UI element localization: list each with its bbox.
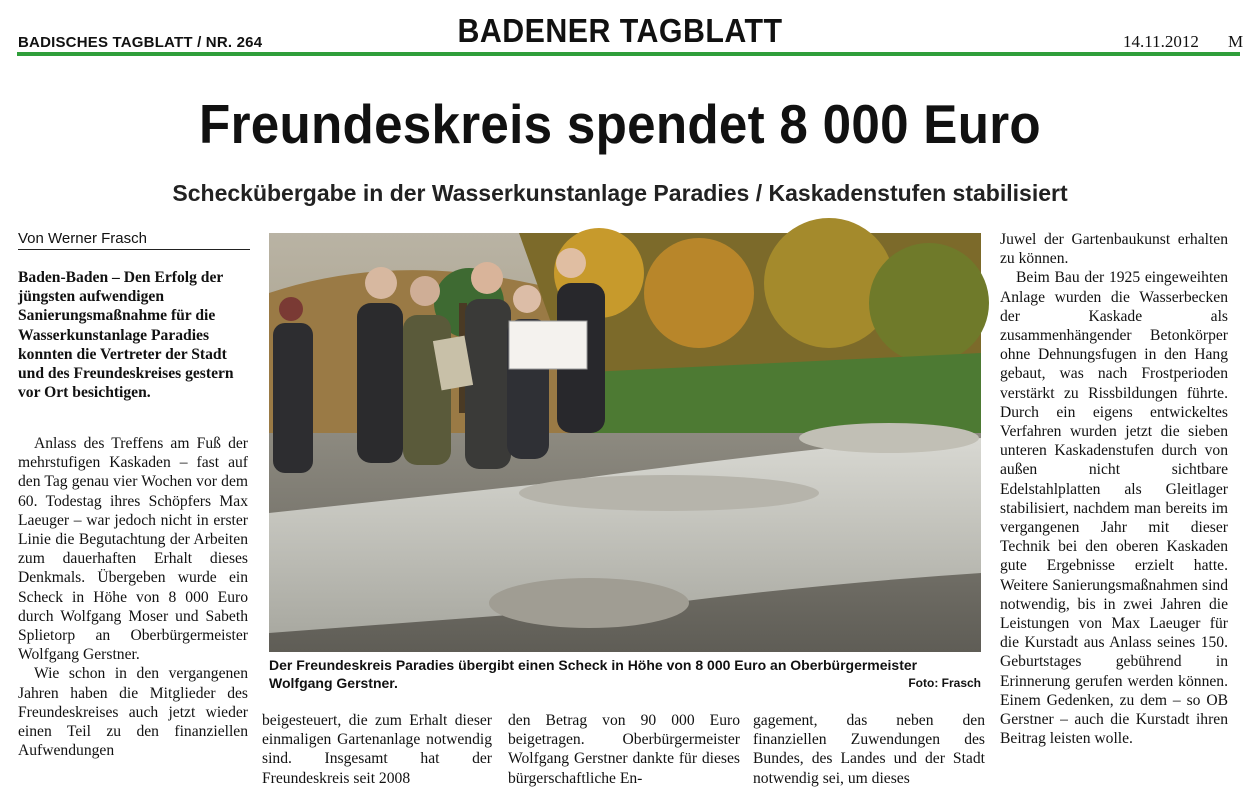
newspaper-name: BADENER TAGBLATT — [457, 12, 783, 49]
issue-label: BADISCHES TAGBLATT / NR. 264 — [18, 34, 263, 51]
masthead — [0, 0, 1243, 60]
subheadline: Scheckübergabe in der Wasserkunstanlage Paradies / Kaskadenstufen stabilisiert — [172, 180, 1068, 206]
column-3 — [508, 711, 740, 788]
issue-date: 14.11.2012 — [1123, 32, 1199, 51]
caption-text: Der Freundeskreis Paradies übergibt einen Scheck in Höhe von 8 000 Euro an Oberbürgermeister Wolfgang Gerstner. — [269, 657, 918, 691]
column-5 — [1000, 230, 1228, 748]
cut-off-edge-text: M — [1228, 32, 1243, 51]
paragraph: gagement, das neben den finanziellen Zuwendungen des Bundes, des Landes und der Stadt notwendig sei, um dieses — [753, 712, 985, 787]
paragraph: Anlass des Treffens am Fuß der mehrstufigen Kaskaden – fast auf den Tag genau vier Wochen vor dem 60. Todestag ihres Schöpfers Max Laeuger – war jedoch nicht in erster Linie die Begutachtung der Arbeiten zum dauerhaften Erhalt dieses Denkmals. Übergeben wurde ein Scheck in Höhe von 8 000 Euro durch Wolfgang Moser und Sabeth Splietorp an Oberbürgermeister Wolfgang Gerstner. — [18, 435, 248, 664]
photo-caption — [269, 656, 981, 692]
paragraph: Beim Bau der 1925 eingeweihten Anlage wurden die Wasserbecken der Kaskade als zusammenhängender Betonkörper ohne Dehnungsfugen in den Hang gebaut, was nach Frostperioden verstärkt zu Rissbildungen führte. Durch ein eigens entwickeltes Verfahren wurden jetzt die sieben unteren Kaskadenstufen durch von außen nicht sichtbare Edelstahlplatten als Gleitlager stabilisiert, nachdem man bereits im vergangenen Jahr mit dieser Technik bei den oberen Kaskaden gute Ergebnisse erzielt hatte. Weitere Sanierungsmaßnahmen sind notwendig, bis in zwei Jahren die Leistungen von Max Laeuger für die Kurstadt aus Anlass seines 150. Geburtstages gebührend in Erinnerung gerufen werden können. Einem Gedenken, zu dem – so OB Gerstner – auch die Kurstadt ihren Beitrag leisten wolle. — [1000, 269, 1228, 748]
column-1 — [18, 434, 248, 760]
paragraph: den Betrag von 90 000 Euro beigetragen. Oberbürgermeister Wolfgang Gerstner dankte für dieses bürgerschaftliche En- — [508, 712, 740, 787]
byline: Von Werner Frasch — [18, 230, 250, 250]
headline: Freundeskreis spendet 8 000 Euro — [199, 93, 1041, 155]
article-lede: Baden-Baden – Den Erfolg der jüngsten aufwendigen Sanierungsmaßnahme für die Wasserkunstanlage Paradies konnten die Vertreter der Stadt und des Freundeskreises gestern vor Ort besichtigen. — [18, 269, 234, 402]
photo-illustration — [269, 233, 981, 652]
article-photo — [269, 233, 981, 652]
paragraph: Juwel der Gartenbaukunst erhalten zu können. — [1000, 231, 1228, 268]
column-2 — [262, 711, 492, 788]
masthead-rule — [17, 52, 1240, 56]
column-4 — [753, 711, 985, 788]
paragraph: beigesteuert, die zum Erhalt dieser einmaligen Gartenanlage notwendig sind. Insgesamt hat der Freundeskreis seit 2008 — [262, 712, 492, 787]
photo-credit: Foto: Frasch — [908, 676, 981, 690]
paragraph: Wie schon in den vergangenen Jahren haben die Mitglieder des Freundeskreises auch jetzt wieder einen Teil zu den finanziellen Aufwendungen — [18, 665, 248, 760]
